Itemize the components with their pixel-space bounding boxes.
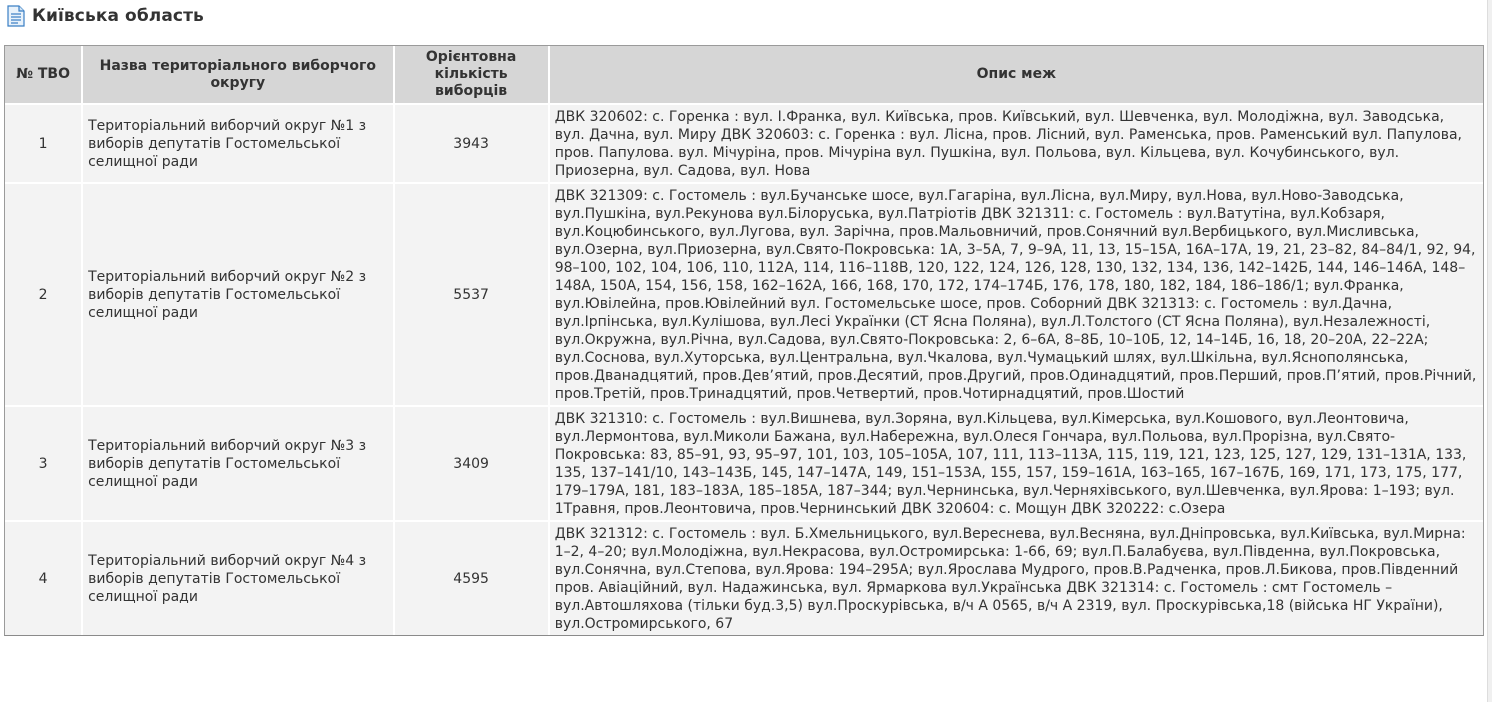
cell-name: Територіальний виборчий округ №1 з виборів депутатів Гостомельської селищної ради — [82, 104, 393, 183]
table-row — [5, 406, 1483, 521]
cell-name: Територіальний виборчий округ №3 з виборів депутатів Гостомельської селищної ради — [82, 406, 393, 521]
cell-desc: ДВК 321312: с. Гостомель : вул. Б.Хмельницького, вул.Вереснева, вул.Весняна, вул.Дніпровська, вул.Київська, вул.Мирна: 1–2, 4–20; вул.Молодіжна, вул.Некрасова, вул.Остромирська: 1-66, 69; вул.П.Балабуєва, вул.Південна, вул.Покровська, вул.Сонячна, вул.Степова, вул.Ярова: 194–295А; вул.Ярослава Мудрого, пров.В.Радченка, пров.Л.Бикова, пров.Південний пров. Авіаційний, вул. Надажинська, вул. Ярмаркова вул.Українська ДВК 321314: с. Гостомель : смт Гостомель – вул.Автошляхова (тільки буд.3,5) вул.Проскурівська, в/ч А 0565, в/ч А 2319, вул. Проскурівська,18 (війська НГ України), вул.Остромирського, 67 — [549, 521, 1483, 635]
table-header-row — [5, 46, 1483, 104]
cell-count: 4595 — [394, 521, 549, 635]
table-row — [5, 183, 1483, 406]
table-row — [5, 104, 1483, 183]
districts-table — [5, 46, 1483, 635]
cell-count: 3409 — [394, 406, 549, 521]
cell-name: Територіальний виборчий округ №4 з виборів депутатів Гостомельської селищної ради — [82, 521, 393, 635]
cell-num: 4 — [5, 521, 82, 635]
header-num: № ТВО — [5, 46, 82, 104]
header-desc: Опис меж — [549, 46, 1483, 104]
table-row — [5, 521, 1483, 635]
districts-table-container — [4, 45, 1484, 636]
cell-name: Територіальний виборчий округ №2 з виборів депутатів Гостомельської селищної ради — [82, 183, 393, 406]
page-title: Київська область — [32, 6, 204, 26]
cell-desc: ДВК 320602: с. Горенка : вул. І.Франка, вул. Київська, пров. Київський, вул. Шевченка, вул. Молодіжна, вул. Заводська, вул. Дачна, вул. Миру ДВК 320603: с. Горенка : вул. Лісна, пров. Лісний, вул. Раменська, пров. Раменський вул. Папулова, пров. Папулова. вул. Мічуріна, пров. Мічуріна вул. Пушкіна, вул. Польова, вул. Кільцева, вул. Кочубинського, вул. Приозерна, вул. Садова, вул. Нова — [549, 104, 1483, 183]
page-scrollbar[interactable] — [1487, 0, 1492, 702]
cell-desc: ДВК 321309: с. Гостомель : вул.Бучанське шосе, вул.Гагаріна, вул.Лісна, вул.Миру, вул.Нова, вул.Ново-Заводська, вул.Пушкіна, вул.Рекунова вул.Білоруська, вул.Патріотів ДВК 321311: с. Гостомель : вул.Ватутіна, вул.Кобзаря, вул.Коцюбинського, вул.Лугова, вул. Зарічна, пров.Мальовничий, пров.Сонячний вул.Вербицького, вул.Мисливська, вул.Озерна, вул.Приозерна, вул.Свято-Покровська: 1А, 3–5А, 7, 9–9А, 11, 13, 15–15А, 16А–17А, 19, 21, 23–82, 84–84/1, 92, 94, 98–100, 102, 104, 106, 110, 112А, 114, 116–118В, 120, 122, 124, 126, 128, 130, 132, 134, 136, 142–142Б, 144, 146–146А, 148–148А, 150А, 154, 156, 158, 162–162А, 166, 168, 170, 172, 174–174Б, 176, 178, 180, 182, 184, 186–186/1; вул.Франка, вул.Ювілейна, пров.Ювілейний вул. Гостомельське шосе, пров. Соборний ДВК 321313: с. Гостомель : вул.Дачна, вул.Ірпінська, вул.Кулішова, вул.Лесі Українки (СТ Ясна Поляна), вул.Л.Толстого (СТ Ясна Поляна), вул.Незалежності, вул.Окружна, вул.Річна, вул.Садова, вул.Свято-Покровська: 2, 6–6А, 8–8Б, 10–10Б, 12, 14–14Б, 16, 18, 20–20А, 22–22А; вул.Соснова, вул.Хуторська, вул.Центральна, вул.Чкалова, вул.Чумацький шлях, вул.Шкільна, вул.Яснополянська, пров.Дванадцятий, пров.Дев’ятий, пров.Десятий, пров.Другий, пров.Одинадцятий, пров.Перший, пров.П’ятий, пров.Річний, пров.Третій, пров.Тринадцятий, пров.Четвертий, пров.Чотирнадцятий, пров.Шостий — [549, 183, 1483, 406]
document-icon — [6, 5, 26, 27]
cell-num: 3 — [5, 406, 82, 521]
cell-count: 3943 — [394, 104, 549, 183]
cell-desc: ДВК 321310: с. Гостомель : вул.Вишнева, вул.Зоряна, вул.Кільцева, вул.Кімерська, вул.Кошового, вул.Леонтовича, вул.Лермонтова, вул.Миколи Бажана, вул.Набережна, вул.Олеся Гончара, вул.Польова, вул.Прорізна, вул.Свято-Покровська: 83, 85–91, 93, 95–97, 101, 103, 105–105А, 107, 111, 113–113А, 115, 119, 121, 123, 125, 127, 129, 131–131А, 133, 135, 137–141/10, 143–143Б, 145, 147–147А, 149, 151–153А, 155, 157, 159–161А, 163–165, 167–167Б, 169, 171, 173, 175, 177, 179–179А, 181, 183–183А, 185–185А, 187–344; вул.Чернинська, вул.Черняхівського, вул.Шевченка, вул.Ярова: 1–193; вул. 1Травня, пров.Леонтовича, пров.Чернинський ДВК 320604: с. Мощун ДВК 320222: с.Озера — [549, 406, 1483, 521]
header-count: Орієнтовна кількість виборців — [394, 46, 549, 104]
cell-num: 1 — [5, 104, 82, 183]
cell-num: 2 — [5, 183, 82, 406]
page-header — [6, 4, 204, 28]
header-name: Назва територіального виборчого округу — [82, 46, 393, 104]
cell-count: 5537 — [394, 183, 549, 406]
